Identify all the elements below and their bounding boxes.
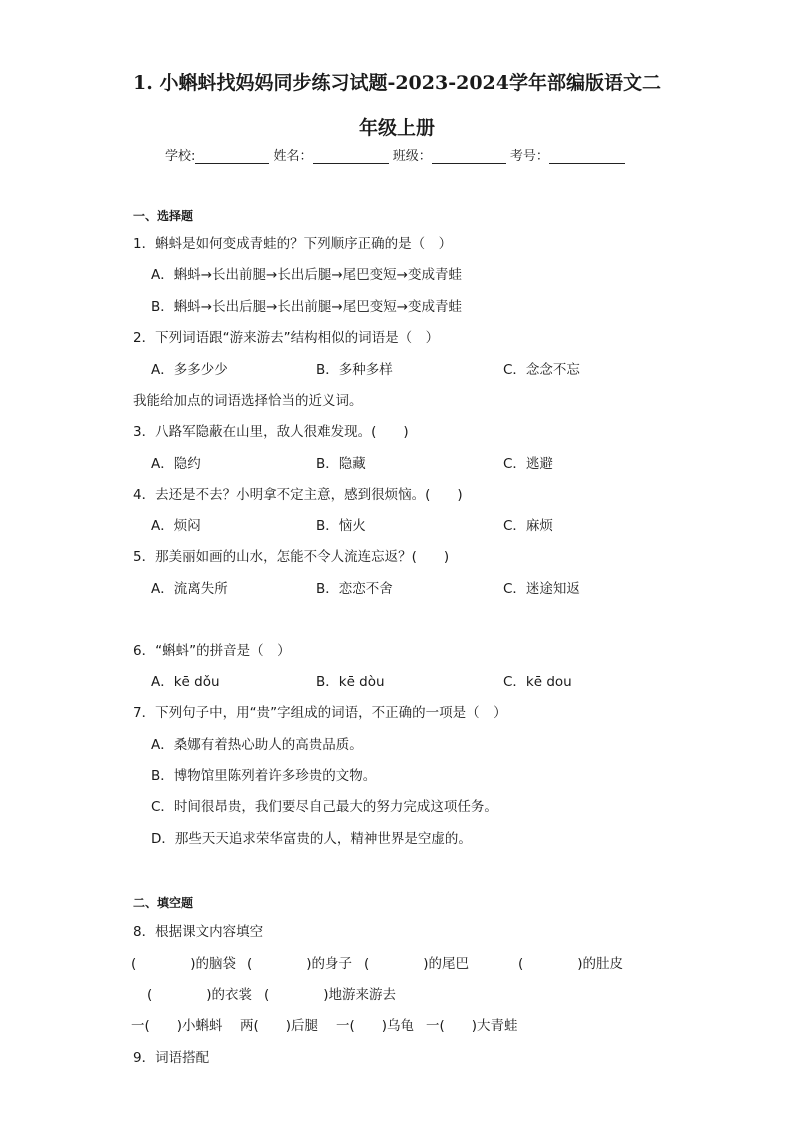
section-fill-heading: 二、填空题 (133, 896, 194, 910)
synonym-instruction: 我能给加点的词语选择恰当的近义词。 (133, 393, 363, 409)
question-4-option-c[interactable]: C．麻烦 (503, 518, 553, 534)
number-label: 考号： (509, 149, 549, 164)
fill-item[interactable]: 两( )后腿 (240, 1018, 319, 1034)
question-8-stem: 8．根据课文内容填空 (133, 924, 264, 940)
class-blank[interactable] (432, 149, 506, 164)
fill-item[interactable]: 一( )乌龟 (336, 1018, 415, 1034)
question-5-option-b[interactable]: B．恋恋不舍 (316, 581, 393, 597)
fill-item[interactable]: ( )地游来游去 (264, 987, 397, 1003)
question-6-option-a[interactable]: A．kē dǒu (151, 674, 220, 690)
name-label: 姓名： (273, 149, 313, 164)
question-2-option-b[interactable]: B．多种多样 (316, 362, 393, 378)
question-2-option-a[interactable]: A．多多少少 (151, 362, 228, 378)
number-blank[interactable] (549, 149, 625, 164)
question-3-option-a[interactable]: A．隐约 (151, 456, 201, 472)
question-5-option-c[interactable]: C．迷途知返 (503, 581, 580, 597)
fill-item[interactable]: 一( )小蝌蚪 (131, 1018, 223, 1034)
question-6-option-b[interactable]: B．kē dòu (316, 674, 385, 690)
fill-item[interactable]: ( )的身子 (247, 956, 353, 972)
question-7-option-b[interactable]: B．博物馆里陈列着许多珍贵的文物。 (151, 768, 377, 784)
question-2-option-c[interactable]: C．念念不忘 (503, 362, 580, 378)
section-choice-heading: 一、选择题 (133, 209, 194, 223)
question-7-option-d[interactable]: D．那些天天追求荣华富贵的人，精神世界是空虚的。 (151, 831, 472, 847)
question-5-option-a[interactable]: A．流离失所 (151, 581, 228, 597)
question-4-stem: 4．去还是不去？小明拿不定主意，感到很烦恼。( ) (133, 487, 463, 503)
doc-title-line2: 年级上册 (358, 117, 435, 139)
question-6-option-c[interactable]: C．kē dou (503, 674, 572, 690)
question-3-option-c[interactable]: C．逃避 (503, 456, 553, 472)
fill-item[interactable]: ( )的脑袋 (131, 956, 237, 972)
question-7-stem: 7．下列句子中，用“贵”字组成的词语，不正确的一项是（ ） (133, 705, 507, 721)
doc-title-line1: 1. 小蝌蚪找妈妈同步练习试题-2023-2024学年部编版语文二 (133, 72, 661, 94)
question-4-option-a[interactable]: A．烦闷 (151, 518, 201, 534)
student-info (165, 145, 625, 164)
question-1-option-b[interactable]: B．蝌蚪→长出后腿→长出前腿→尾巴变短→变成青蛙 (151, 299, 463, 315)
school-label: 学校: (165, 149, 196, 164)
fill-item[interactable]: ( )的肚皮 (518, 956, 624, 972)
fill-item[interactable]: ( )的尾巴 (364, 956, 470, 972)
question-1-stem: 1．蝌蚪是如何变成青蛙的？下列顺序正确的是（ ） (133, 236, 453, 252)
fill-item[interactable]: 一( )大青蛙 (426, 1018, 518, 1034)
question-7-option-c[interactable]: C．时间很昂贵，我们要尽自己最大的努力完成这项任务。 (151, 799, 498, 815)
question-1-option-a[interactable]: A．蝌蚪→长出前腿→长出后腿→尾巴变短→变成青蛙 (151, 267, 462, 283)
question-9-stem: 9．词语搭配 (133, 1050, 210, 1066)
fill-item[interactable]: ( )的衣裳 (147, 987, 253, 1003)
class-label: 班级： (392, 149, 432, 164)
question-7-option-a[interactable]: A．桑娜有着热心助人的高贵品质。 (151, 737, 363, 753)
question-2-stem: 2．下列词语跟“游来游去”结构相似的词语是（ ） (133, 330, 440, 346)
question-3-option-b[interactable]: B．隐藏 (316, 456, 366, 472)
question-3-stem: 3．八路军隐蔽在山里，敌人很难发现。( ) (133, 424, 409, 440)
question-4-option-b[interactable]: B．恼火 (316, 518, 366, 534)
school-blank[interactable] (195, 149, 269, 164)
name-blank[interactable] (313, 149, 389, 164)
question-6-stem: 6．“蝌蚪”的拼音是（ ） (133, 643, 291, 659)
question-5-stem: 5．那美丽如画的山水，怎能不令人流连忘返？( ) (133, 549, 450, 565)
